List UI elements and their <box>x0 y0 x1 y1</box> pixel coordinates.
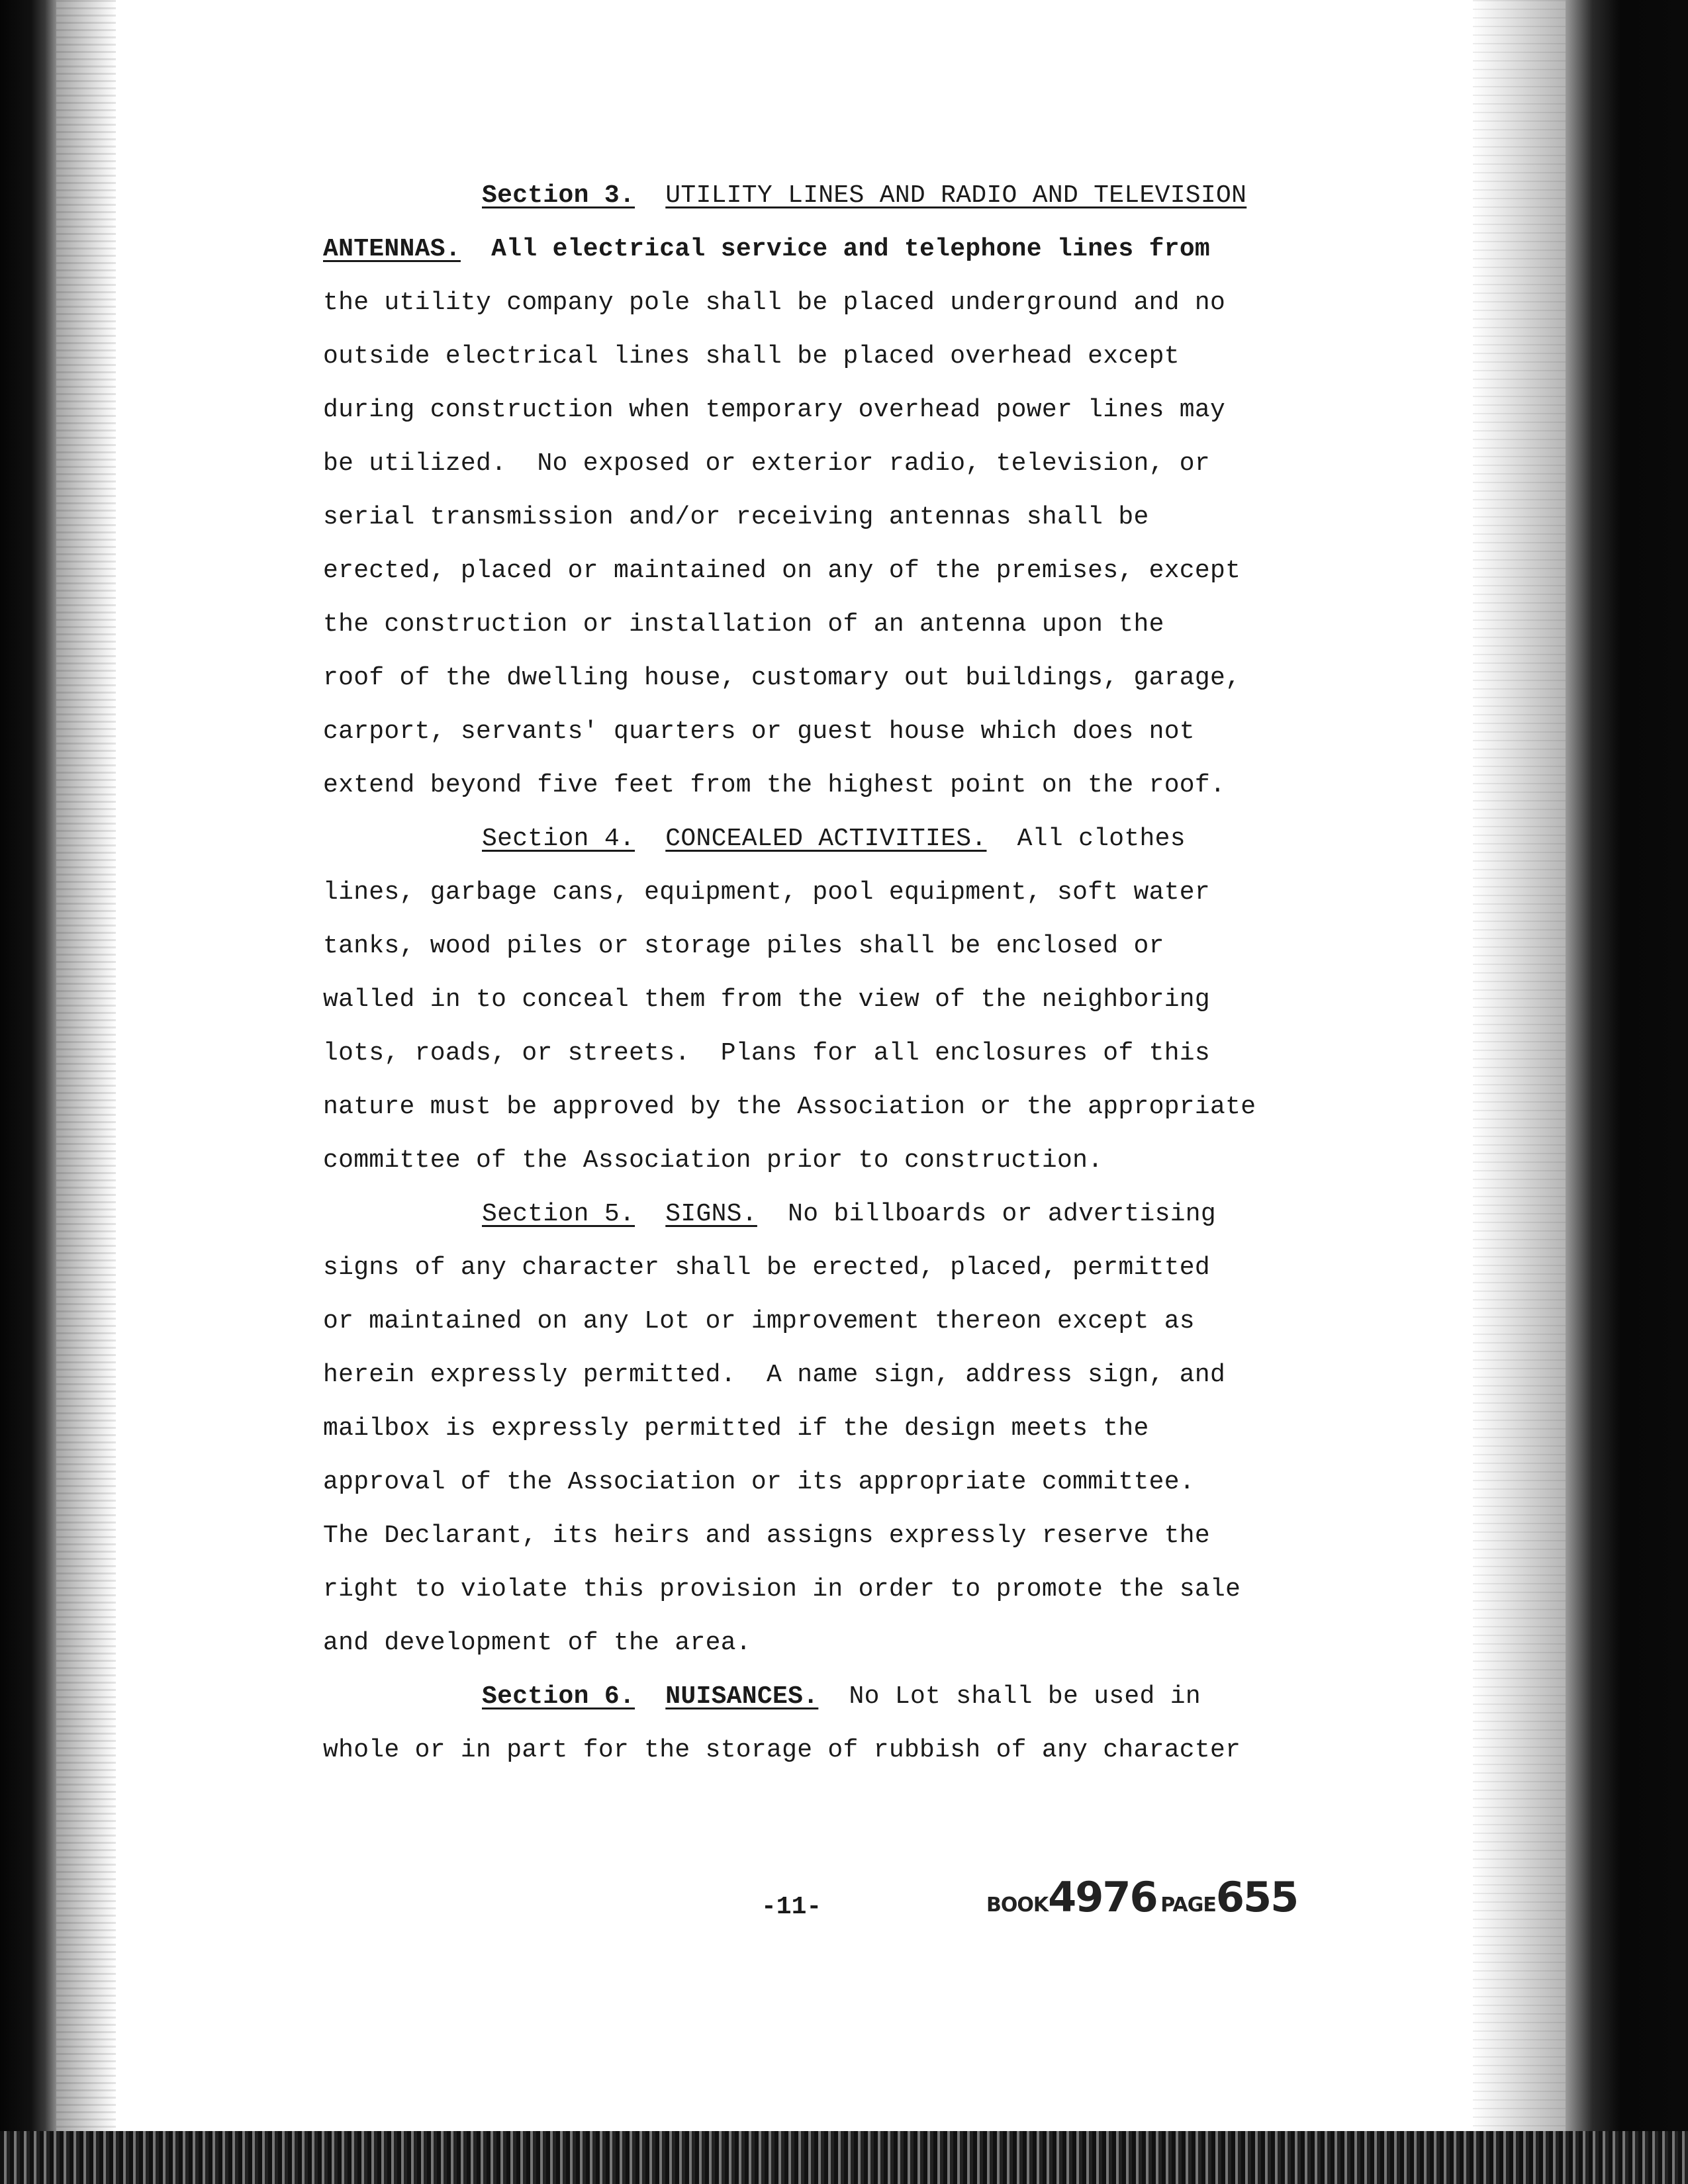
section-5-line: approval of the Association or its appropriate committee. <box>323 1468 1195 1496</box>
book-label: BOOK <box>986 1893 1049 1917</box>
section-5-line: mailbox is expressly permitted if the design meets the <box>323 1414 1149 1443</box>
section-4-first-text: All clothes <box>1017 825 1186 853</box>
section-5-line: or maintained on any Lot or improvement thereon except as <box>323 1307 1195 1336</box>
book-page-stamp <box>986 1873 1297 1921</box>
section-3-line <box>323 222 1356 276</box>
section-4-heading-line <box>323 812 1356 866</box>
page-label: PAGE <box>1160 1893 1216 1917</box>
section-3-heading-line <box>323 169 1356 222</box>
page-number: -11- <box>761 1893 822 1921</box>
scan-noise-right <box>1473 0 1566 2184</box>
section-3-title-cont: ANTENNAS. <box>323 235 461 263</box>
section-5-line: right to violate this provision in order to promote the sale <box>323 1575 1241 1604</box>
section-5-title: SIGNS. <box>665 1200 757 1228</box>
section-6-title: NUISANCES. <box>665 1682 819 1711</box>
section-3-line: serial transmission and/or receiving antennas shall be <box>323 503 1149 531</box>
section-5-heading: Section 5. <box>482 1200 635 1228</box>
page-ref: 655 <box>1215 1873 1298 1921</box>
section-4-line: lots, roads, or streets. Plans for all enclosures of this <box>323 1039 1211 1068</box>
section-5-line: The Declarant, its heirs and assigns expressly reserve the <box>323 1522 1211 1550</box>
section-5-line: herein expressly permitted. A name sign, address sign, and <box>323 1361 1226 1389</box>
section-5-line: and development of the area. <box>323 1629 751 1657</box>
section-6-heading-line <box>323 1670 1356 1723</box>
section-6-first-text: No Lot shall be used in <box>849 1682 1201 1711</box>
section-4-line: tanks, wood piles or storage piles shall be enclosed or <box>323 932 1164 960</box>
scan-border-bottom <box>0 2131 1688 2184</box>
section-4-line: nature must be approved by the Association or the appropriate <box>323 1093 1256 1121</box>
section-5-first-text: No billboards or advertising <box>788 1200 1217 1228</box>
section-4-title: CONCEALED ACTIVITIES. <box>665 825 987 853</box>
section-6-heading: Section 6. <box>482 1682 635 1711</box>
scan-noise-left <box>56 0 116 2184</box>
section-3-line: outside electrical lines shall be placed overhead except <box>323 342 1180 371</box>
section-3-line: carport, servants' quarters or guest house which does not <box>323 717 1195 746</box>
section-4-heading: Section 4. <box>482 825 635 853</box>
section-5-heading-line <box>323 1187 1356 1241</box>
section-6-line: whole or in part for the storage of rubbish of any character <box>323 1736 1241 1764</box>
section-3-line: erected, placed or maintained on any of the premises, except <box>323 557 1241 585</box>
section-3-line: the utility company pole shall be placed underground and no <box>323 289 1226 317</box>
section-3-line: the construction or installation of an antenna upon the <box>323 610 1164 639</box>
section-3-first-text: All electrical service and telephone lines from <box>491 235 1211 263</box>
section-4-line: walled in to conceal them from the view of the neighboring <box>323 985 1211 1014</box>
section-3-heading: Section 3. <box>482 181 635 210</box>
scan-border-left <box>0 0 56 2184</box>
section-3-title: UTILITY LINES AND RADIO AND TELEVISION <box>665 181 1247 210</box>
book-number: 4976 <box>1048 1873 1157 1921</box>
document-body <box>323 169 1356 1777</box>
section-4-line: lines, garbage cans, equipment, pool equipment, soft water <box>323 878 1211 907</box>
section-4-line: committee of the Association prior to construction. <box>323 1146 1103 1175</box>
section-5-line: signs of any character shall be erected, placed, permitted <box>323 1253 1211 1282</box>
scan-border-right <box>1566 0 1688 2184</box>
section-3-line: be utilized. No exposed or exterior radio, television, or <box>323 449 1211 478</box>
section-3-line: roof of the dwelling house, customary out buildings, garage, <box>323 664 1241 692</box>
section-3-line: extend beyond five feet from the highest point on the roof. <box>323 771 1226 799</box>
section-3-line: during construction when temporary overhead power lines may <box>323 396 1226 424</box>
